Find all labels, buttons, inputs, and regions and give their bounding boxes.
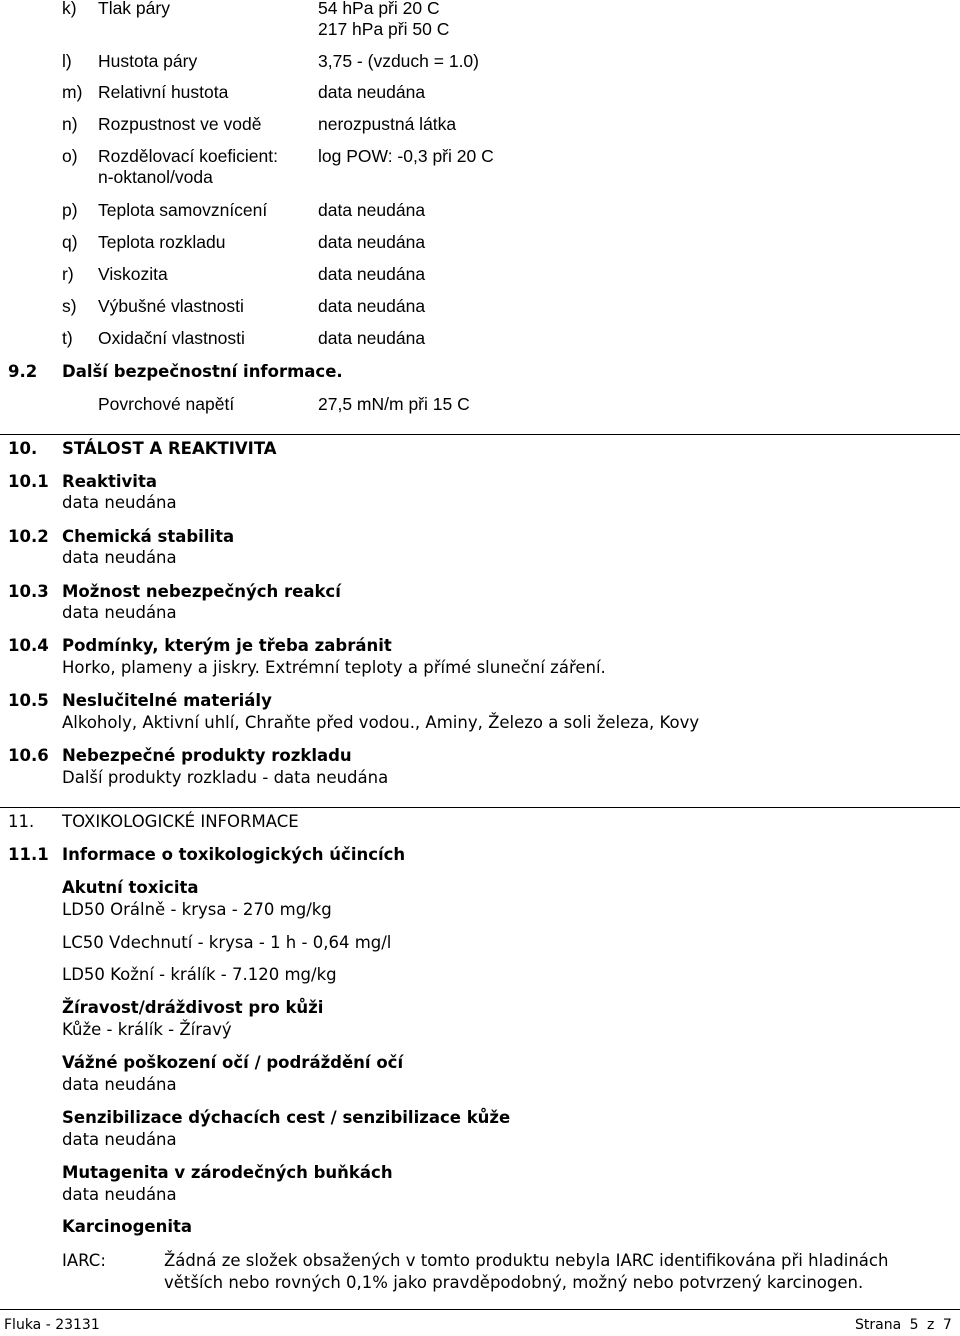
subsection-number: 10.2 (8, 527, 49, 546)
property-value: log POW: -0,3 při 20 C (318, 146, 494, 166)
page-total: 7 (942, 1317, 952, 1333)
property-value: nerozpustná látka (318, 114, 457, 134)
property-name: Relativní hustota (98, 82, 229, 102)
property-value: 54 hPa při 20 C (318, 0, 440, 18)
subsection-number: 10.3 (8, 582, 49, 601)
iarc-text: Žádná ze složek obsažených v tomto produktu nebyla IARC identifikována při hladinách (164, 1251, 889, 1270)
section-heading: Další bezpečnostní informace. (62, 362, 343, 381)
property-name: Výbušné vlastnosti (98, 296, 244, 316)
iarc-label: IARC: (62, 1251, 106, 1270)
tox-block-text: Kůže - králík - Žíravý (62, 1020, 232, 1039)
tox-block-text: data neudána (62, 1075, 177, 1094)
property-letter: t) (62, 328, 73, 348)
section-number: 11. (8, 812, 35, 831)
subsection-title: Podmínky, kterým je třeba zabránit (62, 636, 392, 655)
footer-divider (0, 1309, 960, 1310)
page-label: Strana (855, 1317, 902, 1333)
subsection-number: 10.1 (8, 472, 49, 491)
tox-block-text: data neudána (62, 1185, 177, 1204)
tox-block-title: Vážné poškození očí / podráždění očí (62, 1053, 404, 1072)
footer-product: Fluka - 23131 (4, 1317, 100, 1333)
subsection-text: Horko, plameny a jiskry. Extrémní teploty a přímé sluneční záření. (62, 658, 606, 677)
subsection-number: 10.5 (8, 691, 49, 710)
subsection-text: data neudána (62, 493, 177, 512)
property-value-2: 217 hPa při 50 C (318, 19, 450, 39)
page-number: 5 (909, 1317, 919, 1333)
property-letter: q) (62, 232, 78, 252)
subsection-title: Možnost nebezpečných reakcí (62, 582, 341, 601)
subsection-title: Neslučitelné materiály (62, 691, 272, 710)
property-name: Teplota rozkladu (98, 232, 226, 252)
acute-toxicity-line: LD50 Kožní - králík - 7.120 mg/kg (62, 965, 337, 984)
subsection-title: Reaktivita (62, 472, 157, 491)
property-name: Viskozita (98, 264, 168, 284)
tox-block-title: Senzibilizace dýchacích cest / senzibilizace kůže (62, 1108, 511, 1127)
property-name-2: n-oktanol/voda (98, 167, 213, 187)
subsection-number: 10.4 (8, 636, 49, 655)
property-letter: s) (62, 296, 77, 316)
property-name: Hustota páry (98, 51, 198, 71)
property-value: data neudána (318, 328, 426, 348)
subsection-text: data neudána (62, 603, 177, 622)
property-letter: p) (62, 200, 78, 220)
subsection-title: Nebezpečné produkty rozkladu (62, 746, 352, 765)
subsection-number: 11.1 (8, 845, 49, 864)
property-name: Tlak páry (98, 0, 170, 18)
iarc-text-2: větších nebo rovných 0,1% jako pravděpodobný, možný nebo potvrzený karcinogen. (164, 1273, 864, 1292)
surface-tension-value: 27,5 mN/m při 15 C (318, 394, 470, 414)
subsection-number: 10.6 (8, 746, 49, 765)
acute-toxicity-line: LD50 Orálně - krysa - 270 mg/kg (62, 900, 332, 919)
surface-tension-label: Povrchové napětí (98, 394, 235, 414)
property-value: data neudána (318, 200, 426, 220)
subsection-title: Informace o toxikologických účincích (62, 845, 406, 864)
property-letter: k) (62, 0, 77, 18)
section-divider (0, 434, 960, 435)
property-value: data neudána (318, 232, 426, 252)
property-value: data neudána (318, 264, 426, 284)
tox-block-title: Žíravost/dráždivost pro kůži (62, 998, 324, 1017)
page-separator: z (927, 1317, 935, 1333)
property-letter: r) (62, 264, 74, 284)
carcinogenicity-title: Karcinogenita (62, 1217, 193, 1236)
property-name: Rozpustnost ve vodě (98, 114, 262, 134)
property-letter: n) (62, 114, 78, 134)
section-title: STÁLOST A REAKTIVITA (62, 439, 277, 458)
property-letter: m) (62, 82, 83, 102)
section-number: 9.2 (8, 362, 38, 381)
section-number: 10. (8, 439, 38, 458)
property-name: Rozdělovací koeficient: (98, 146, 278, 166)
subsection-title: Chemická stabilita (62, 527, 235, 546)
property-letter: l) (62, 51, 72, 71)
subsection-text: data neudána (62, 548, 177, 567)
tox-block-title: Mutagenita v zárodečných buňkách (62, 1163, 393, 1182)
property-letter: o) (62, 146, 78, 166)
property-value: data neudána (318, 82, 426, 102)
acute-toxicity-title: Akutní toxicita (62, 878, 199, 897)
property-name: Teplota samovznícení (98, 200, 268, 220)
acute-toxicity-line: LC50 Vdechnutí - krysa - 1 h - 0,64 mg/l (62, 933, 392, 952)
section-title: TOXIKOLOGICKÉ INFORMACE (62, 812, 299, 831)
section-divider (0, 807, 960, 808)
subsection-text: Další produkty rozkladu - data neudána (62, 768, 389, 787)
subsection-text: Alkoholy, Aktivní uhlí, Chraňte před vodou., Aminy, Železo a soli železa, Kovy (62, 713, 700, 732)
property-name: Oxidační vlastnosti (98, 328, 245, 348)
property-value: data neudána (318, 296, 426, 316)
property-value: 3,75 - (vzduch = 1.0) (318, 51, 479, 71)
tox-block-text: data neudána (62, 1130, 177, 1149)
